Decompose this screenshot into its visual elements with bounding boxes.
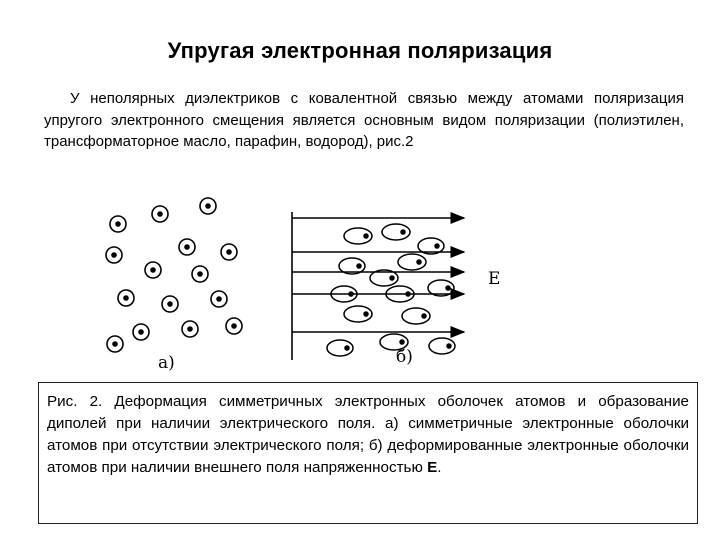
symmetric-atom — [133, 324, 149, 340]
symmetric-atom — [118, 290, 134, 306]
symmetric-atom — [162, 296, 178, 312]
panel-b-deformed-atoms — [327, 224, 455, 356]
symmetric-atom — [145, 262, 161, 278]
deformed-atom — [402, 308, 430, 324]
symmetric-atom — [110, 216, 126, 232]
caption-end: . — [437, 459, 442, 476]
slide-title: Упругая электронная поляризация — [167, 38, 553, 63]
symmetric-atom — [152, 206, 168, 222]
field-label-e: E — [488, 269, 501, 289]
symmetric-atom — [182, 321, 198, 337]
deformed-atom — [344, 306, 372, 322]
symmetric-atom — [200, 198, 216, 214]
intro-paragraph — [44, 88, 684, 153]
polarization-figure — [96, 192, 536, 377]
caption-text: Рис. 2. Деформация симметричных электронных оболочек атомов и образование диполей при наличии электрического поля. а) симметричные электронные оболочки атомов при отсутствии электрического поля; б) деформированные электронные оболочки атомов при наличии внешнего поля напряженностью — [47, 393, 689, 476]
symmetric-atom — [107, 336, 123, 352]
symmetric-atom — [179, 239, 195, 255]
label-b: б) — [396, 347, 413, 367]
caption-field-symbol: E — [427, 459, 438, 476]
panel-a-symmetric-atoms — [106, 198, 242, 352]
deformed-atom — [398, 254, 426, 270]
intro-paragraph-text: У неполярных диэлектриков с ковалентной связью между атомами поляризация упругого электронного смещения является основным видом поляризации (полиэтилен, трансформаторное масло, парафин, водород), рис.2 — [44, 90, 684, 150]
label-a: а) — [158, 353, 175, 373]
symmetric-atom — [211, 291, 227, 307]
symmetric-atom — [221, 244, 237, 260]
deformed-atom — [429, 338, 455, 354]
symmetric-atom — [226, 318, 242, 334]
field-lines — [292, 218, 464, 332]
deformed-atom — [344, 228, 372, 244]
deformed-atom — [327, 340, 353, 356]
deformed-atom — [382, 224, 410, 240]
figure-caption — [38, 382, 698, 524]
symmetric-atom — [192, 266, 208, 282]
symmetric-atom — [106, 247, 122, 263]
